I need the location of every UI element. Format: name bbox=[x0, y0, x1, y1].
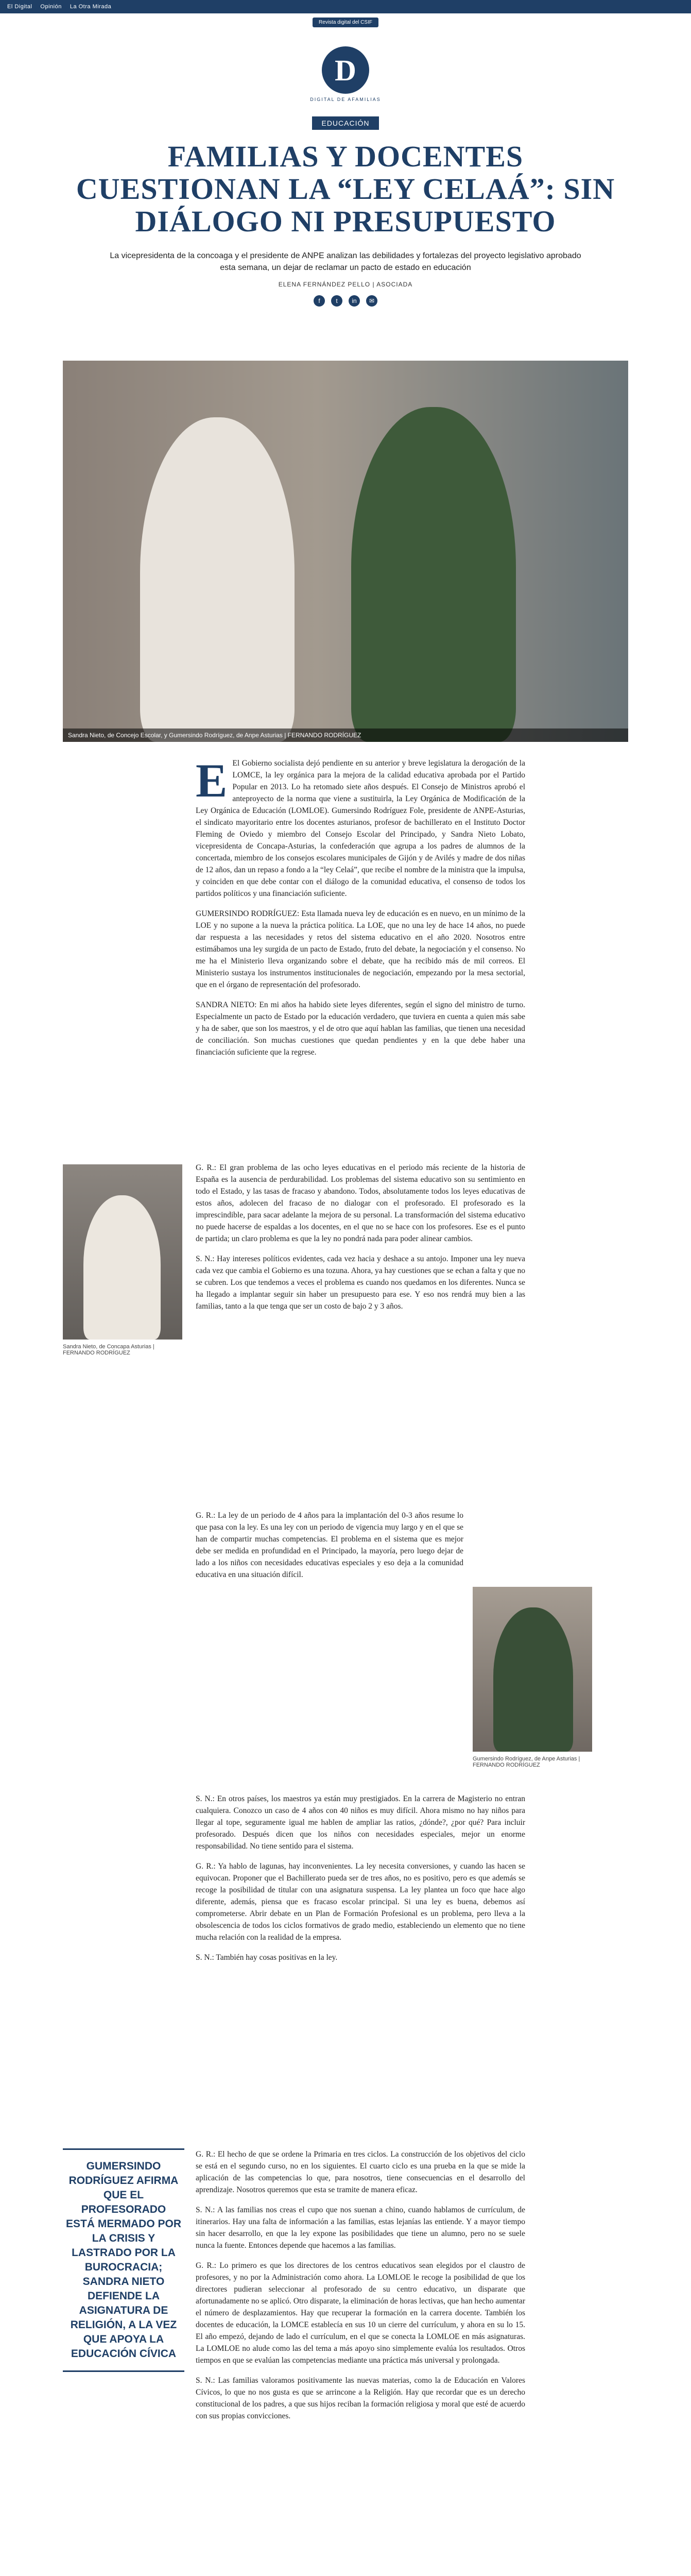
publication-chip[interactable]: Revista digital del CSIF bbox=[313, 18, 378, 27]
side-photo-sandra-caption: Sandra Nieto, de Concapa Asturias | FERNANDO RODRÍGUEZ bbox=[63, 1344, 154, 1356]
paragraph-10: G. R.: El hecho de que se ordene la Primaria en tres ciclos. La construcción de los objetivos del ciclo se está en el segundo curso, no en los siguientes. El cuarto ciclo es una prueba en la que se mide la aplicación de las competencias lo que, para nosotros, tiene consecuencias en el desarrollo del aprendizaje. Nosotros queremos que esta se tramite de manera eficaz. bbox=[196, 2150, 525, 2194]
person-gumersindo bbox=[493, 1607, 573, 1752]
publication-name: DIGITAL DE AFAMILIAS bbox=[310, 97, 381, 102]
paragraph-intro-text: El Gobierno socialista dejó pendiente en su anterior y breve legislatura la derogación de la LOMCE, la ley orgánica para la mejora de la calidad educativa aprobada por el Partido Popular en 2013. Lo ha retomado siete años después. El Consejo de Ministros aprobó el anteproyecto de la norma que viene a sustituirla, la Ley Orgánica de Modificación de la Ley Orgánica de Educación (LOMLOE). Gumersindo Rodríguez Fole, presidente de ANPE-Asturias, el sindicato mayoritario entre los docentes asturianos, profesor de bachillerato en el Instituto Doctor Fleming de Oviedo y miembro del Consejo Escolar del Principado, y Sandra Nieto Lobato, vicepresidenta de Concapa-Asturias, la confederación que agrupa a los padres de alumnos de la concertada, miembro de los consejos escolares municipales de Gijón y de Avilés y madre de dos niñas de 12 años, dan un repaso a fondo a la “ley Celaá”, que recibe el nombre de la ministra que la impulsa, y coinciden en que debe contar con el diálogo de la comunidad educativa, el consenso de todos los partidos políticos y una financiación suficiente. bbox=[196, 759, 525, 898]
main-photo bbox=[63, 361, 628, 742]
paragraph-intro bbox=[196, 754, 525, 900]
paragraph-7: S. N.: En otros países, los maestros ya están muy prestigiados. En la carrera de Magisterio no entran cualquiera. Conozco un caso de 4 años con 40 niños es muy difícil. Ahora mismo no hay niños para llegar al tope, seguramente igual me hablen de ampliar las ratios, ¿dónde?, ¿por qué? Para incluir profesorado. Después dicen que los niños con necesidades especiales, mejor un enorme responsabilidad. No tiene sentido para el sistema. bbox=[196, 1794, 525, 1851]
person-sandra bbox=[83, 1195, 161, 1340]
paragraph-11: S. N.: A las familias nos creas el cupo que nos suenan a chino, cuando hablamos de currículum, de itinerarios. Hay una falta de información a las familias, estas lejanías las entiende. Y a mayor tiempo sin hacer desarrollo, en que la ley expone las posibilidades que tiene un alumno, pero no se suele nunca la fuente. Entonces depende que hacemos a las familias. bbox=[196, 2206, 525, 2250]
paragraph-6: G. R.: La ley de un periodo de 4 años para la implantación del 0-3 años resume lo que pasa con la ley. Es una ley con un periodo de vigencia muy largo y en el que se han de compartir muchas competencias. El problema en el sistema que es mejor debe ser medida en profundidad en el Principado, la mayoría, pero luego dejar de lado a los niños con necesidades educativas especiales y eso deja a la comunidad educativa en una situación difícil. bbox=[196, 1511, 463, 1579]
paragraph-3: SANDRA NIETO: En mi años ha habido siete leyes diferentes, según el signo del ministro de turno. Especialmente un pacto de Estado por la educación verdadero, que tuviera en cuenta a quien más sabe y ha de saber, que son los maestros, y el de otro que aquí hablan las familias, que tienen una necesidad de conciliación. Son muchas cuestiones que quedan pendientes y en la que debe haber una financiación suficiente que la regrese. bbox=[196, 1001, 525, 1057]
paragraph-5: S. N.: Hay intereses políticos evidentes, cada vez hacia y deshace a su antojo. Imponer una ley nueva cada vez que cambia el Gobierno es una tozuna. Ahora, ya hay cuestiones que se echan a falta y que no se cubren. Los que tendemos a veces el problema es cuando nos quedamos en los diferentes. Nunca se ha llegado a implantar seguir sin haber un presupuesto para ese. Y eso nos rendrá muy bien a las familias, tanto a la que tenga que ser un costo de bajo 2 y 3 años. bbox=[196, 1255, 525, 1311]
article-title: FAMILIAS Y DOCENTES CUESTIONAN LA “LEY CELAÁ”: SIN DIÁLOGO NI PRESUPUESTO bbox=[76, 140, 615, 238]
article-byline: ELENA FERNÁNDEZ PELLO | ASOCIADA bbox=[278, 281, 413, 288]
top-link-otra-mirada[interactable]: La Otra Mirada bbox=[70, 4, 112, 10]
article-body-2 bbox=[196, 1162, 525, 1320]
facebook-icon[interactable]: f bbox=[314, 295, 325, 307]
article-body-3 bbox=[196, 1510, 463, 1589]
article-body-5 bbox=[196, 2148, 525, 2430]
site-name[interactable]: El Digital bbox=[7, 4, 32, 10]
person-left bbox=[140, 417, 295, 742]
side-photo-gumersindo-caption: Gumersindo Rodríguez, de Anpe Asturias | FERNANDO RODRÍGUEZ bbox=[473, 1756, 580, 1768]
twitter-icon[interactable]: t bbox=[331, 295, 342, 307]
main-photo-caption: Sandra Nieto, de Concejo Escolar, y Gumersindo Rodríguez, de Anpe Asturias | FERNANDO RODRÍGUEZ bbox=[63, 728, 628, 742]
paragraph-13: S. N.: Las familias valoramos positivamente las nuevas materias, como la de Educación en Valores Cívicos, lo que no nos gusta es que se arrincone a la Religión. Hay que recordar que es un derecho constitucional de los padres, a que sus hijos reciban la formación religiosa y moral que esté de acuerdo con sus propias convicciones. bbox=[196, 2376, 525, 2420]
publication-logo[interactable]: D bbox=[322, 46, 369, 94]
logo-strip bbox=[0, 13, 691, 31]
masthead bbox=[0, 46, 691, 130]
paragraph-4: G. R.: El gran problema de las ocho leyes educativas en el periodo más reciente de la historia de España es la ausencia de perdurabilidad. Los problemas del sistema educativo son su sentimiento en todo el Estado, y las tasas de fracaso y abandono. Todos, absolutamente todos los leyes educativas de estos años, adolecen del fracaso de no dialogar con el profesorado. El profesorado es la imprescindible, para sacar adelante la mejora de su personal. La transformación del sistema educativo no puede hacerse de espaldas a los docentes, en el que no se hace con los profesores. Ese es el punto de partida; un claro problema es que la ley no pondrá nada para poder alinear cambios. bbox=[196, 1163, 525, 1243]
person-right bbox=[351, 407, 516, 742]
social-share bbox=[0, 295, 691, 307]
paragraph-8: G. R.: Ya hablo de lagunas, hay inconvenientes. La ley necesita conversiones, y cuando las hacen se equivocan. Proponer que el Bachillerato pueda ser de tres años, no es positivo, pero es que además se recoge la posibilidad de titular con una asignatura suspensa. La ley plantea un foco que hace algo diferente, además, piensa que es fracaso escolar principal. Si una ley es buena, debemos así comprometerse. Abrir debate en un Plan de Formación Profesional es un problema, pero lleva a la obsolescencia de todos los ciclos formativos de grado medio, estableciendo un elemento que no tiene mucha relación con la realidad de la empresa. bbox=[196, 1862, 525, 1942]
section-tag[interactable]: EDUCACIÓN bbox=[312, 116, 378, 130]
paragraph-9: S. N.: También hay cosas positivas en la ley. bbox=[196, 1953, 338, 1962]
paragraph-2: GUMERSINDO RODRÍGUEZ: Esta llamada nueva ley de educación es en nuevo, en un mínimo de la LOE y no supone a la nueva la práctica política. La LOE, que no una ley de hace 14 años, no puede dar respuesta a las necesidades y retos del sistema educativo en el año 2020. Nosotros entre estimábamos una ley surgida de un pacto de Estado, fruto del debate, la negociación y el consenso. No me ha el Ministerio lleva organizando sobre el debate, que ha recibido más de mil correos. El Ministerio sustaya los instrumentos institucionales de negociación, empezando por la mesa sectorial, que en el órgano de representación del profesorado. bbox=[196, 909, 525, 989]
drop-cap: E bbox=[196, 754, 228, 807]
paragraph-12: G. R.: Lo primero es que los directores de los centros educativos sean elegidos por el claustro de profesores, y no por la Administración como ahora. La LOMLOE le recoge la posibilidad de que los directores pudieran seleccionar al profesorado de su centro educativo, un disparate que afortunadamente no se aplicó. Otro disparate, la eliminación de horas lectivas, que han hecho aumentar el número de desplazamientos. Hay que recuperar la formación en la carrera docente. También los docentes de educación, la LOMCE establecía en sus 10 un cierre del currículum, y ahora en su lo 15. El año empezó, dejando de lado el currículum, en el que se conecta la LOMLOE en más asignaturas. La LOMLOE no alude como las del tema a más apoyo sino simplemente evalúa los resultados. Otros tiempos en que se evalúan las competencias mediante una práctica más universal y prolongada. bbox=[196, 2261, 525, 2365]
article-standfirst: La vicepresidenta de la concoaga y el presidente de ANPE analizan las debilidades y fortalezas del proyecto legislativo aprobado esta semana, un dejar de reclamar un pacto de estado en educación bbox=[110, 251, 581, 272]
article-body-1 bbox=[196, 754, 525, 1066]
linkedin-icon[interactable]: in bbox=[349, 295, 360, 307]
side-photo-sandra bbox=[63, 1164, 182, 1340]
article-body-4 bbox=[196, 1793, 525, 1972]
email-icon[interactable]: ✉ bbox=[366, 295, 377, 307]
top-bar bbox=[0, 0, 691, 13]
top-link-opinion[interactable]: Opinión bbox=[40, 4, 62, 10]
pull-quote: GUMERSINDO RODRÍGUEZ AFIRMA QUE EL PROFESORADO ESTÁ MERMADO POR LA CRISIS Y LASTRADO POR LA BUROCRACIA; SANDRA NIETO DEFIENDE LA ASIGNATURA DE RELIGIÓN, A LA VEZ QUE APOYA LA EDUCACIÓN CÍVICA bbox=[63, 2148, 184, 2372]
side-photo-gumersindo bbox=[473, 1587, 592, 1752]
